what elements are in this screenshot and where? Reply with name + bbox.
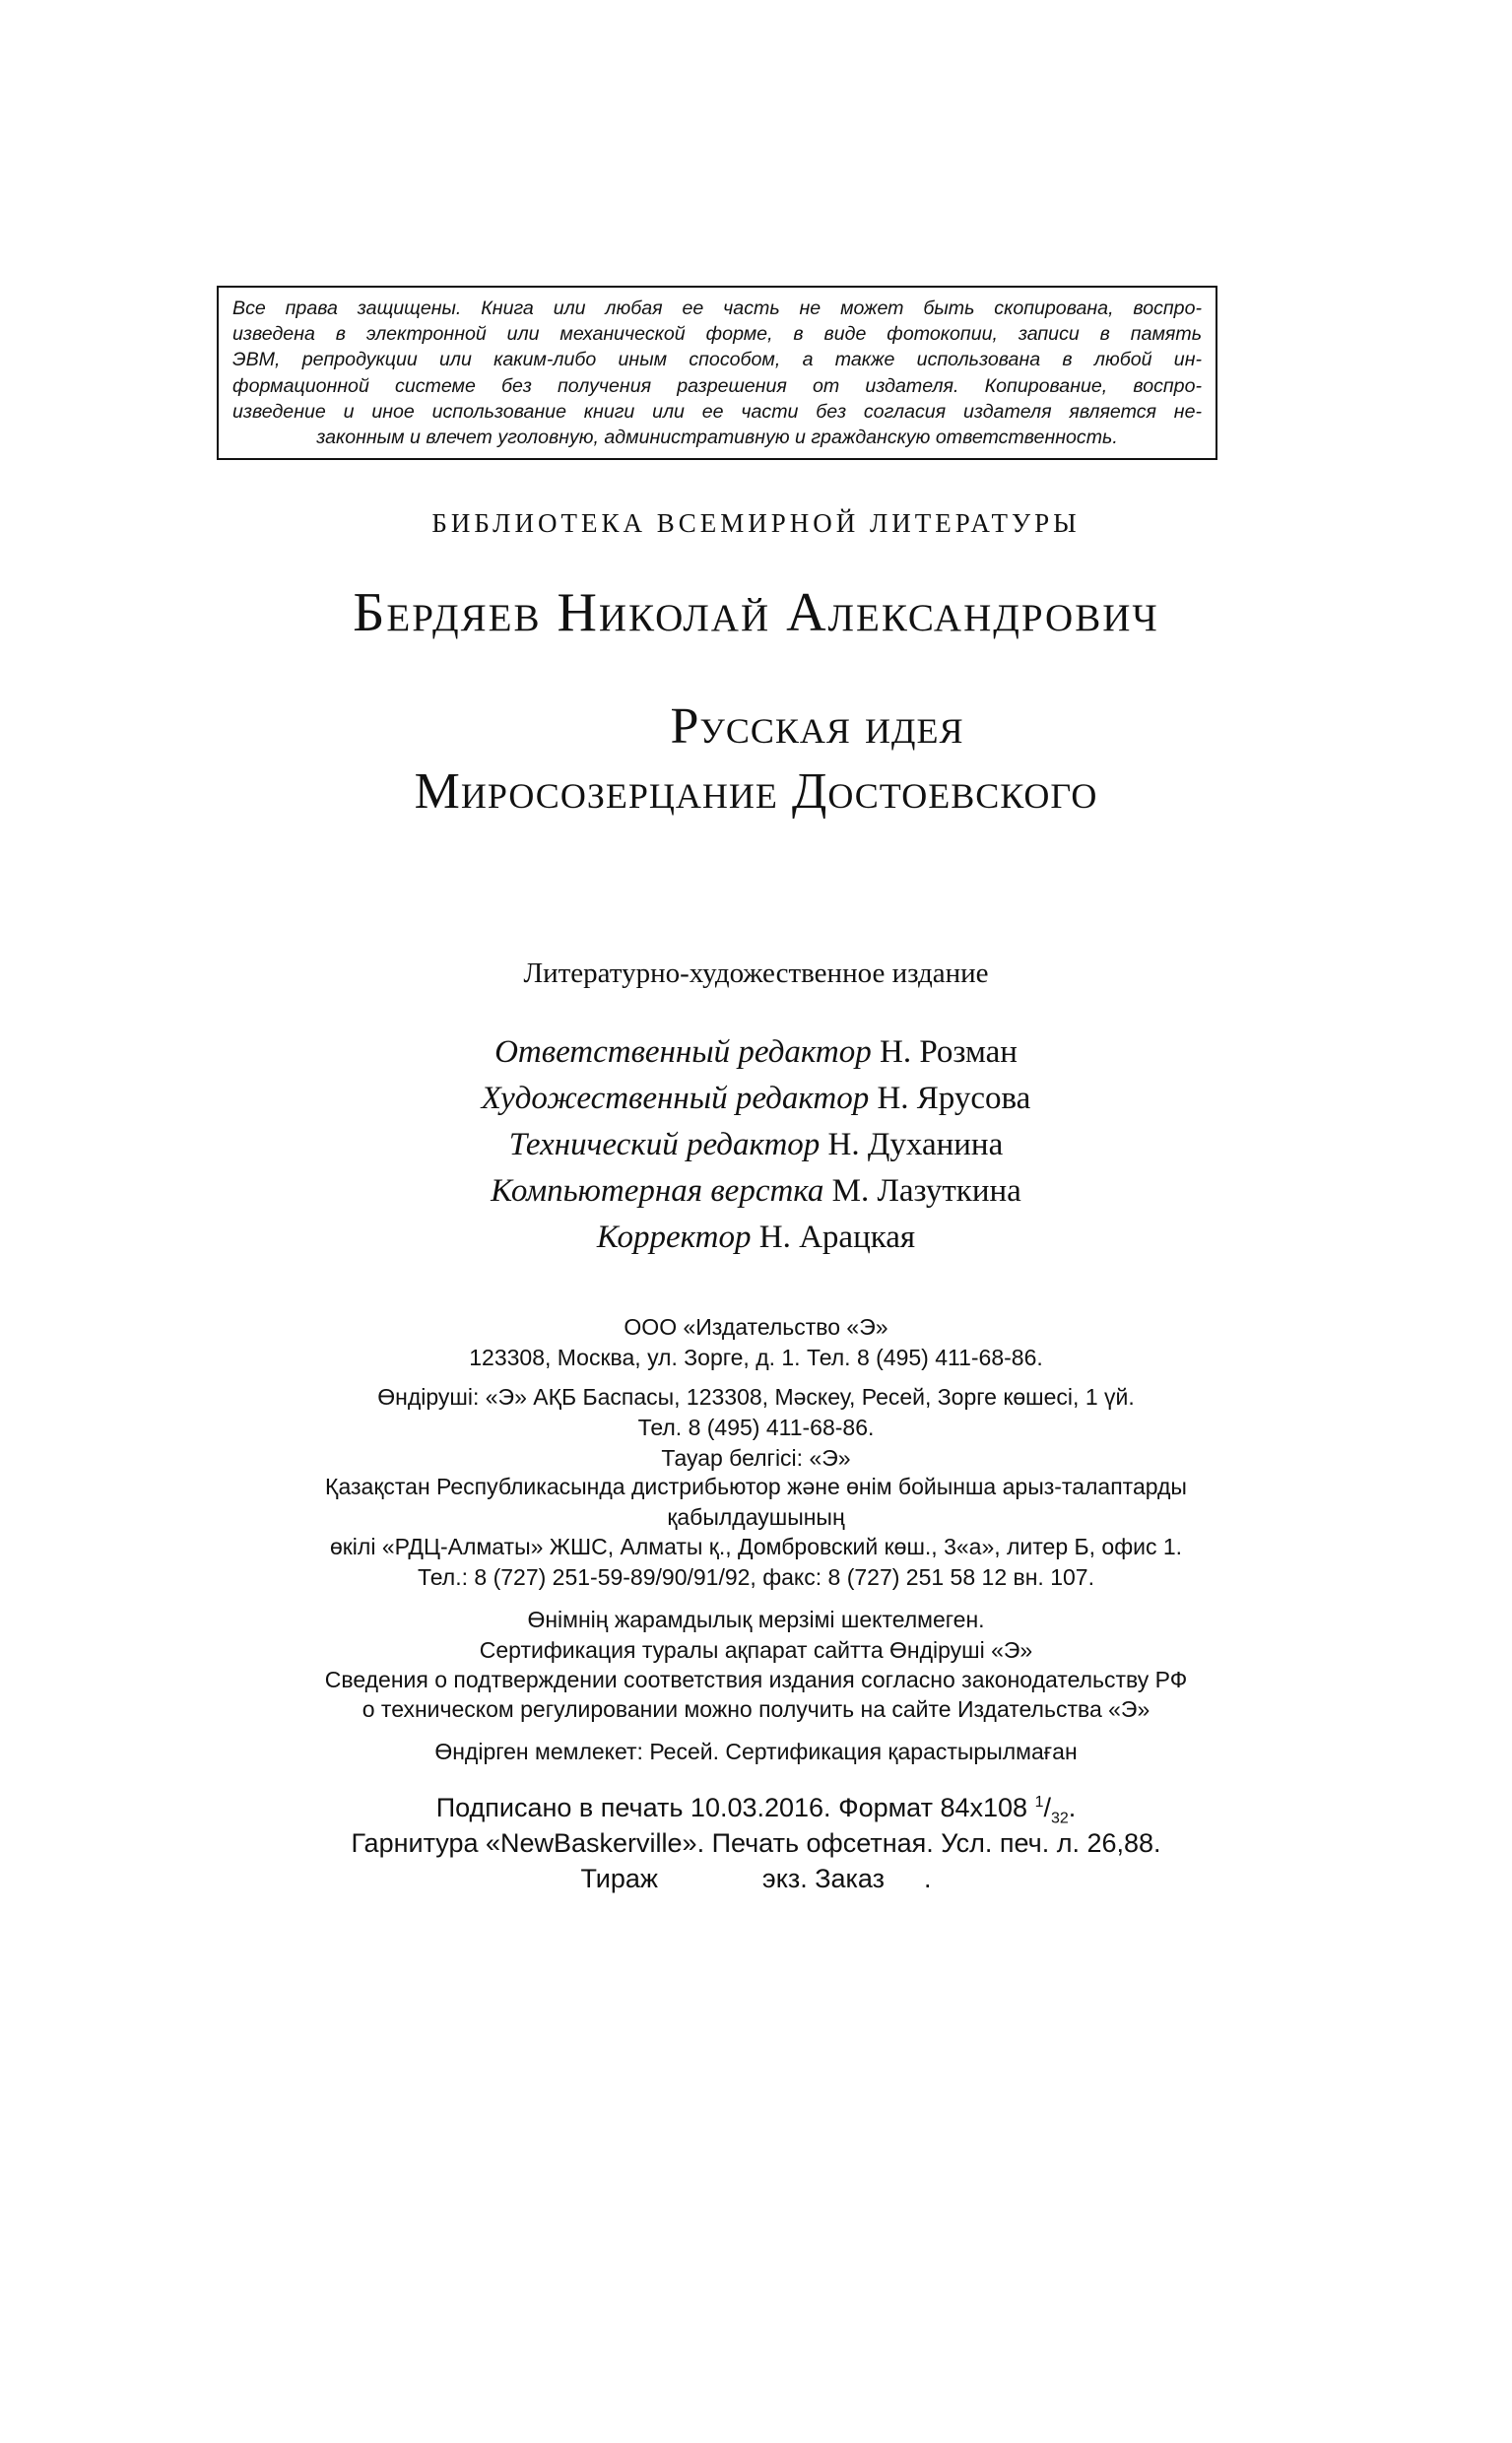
cert-kz: Сертификация туралы ақпарат сайтта Өндіруші «Э» (479, 1637, 1033, 1663)
credit-line (0, 1127, 1512, 1163)
book-title: Русская идея (670, 698, 964, 755)
run-label: Тираж (580, 1864, 658, 1893)
credit-name: Н. Духанина (827, 1127, 1004, 1162)
run-line (0, 1864, 1512, 1894)
credit-role: Компьютерная верстка (491, 1173, 824, 1209)
credit-role: Корректор (596, 1220, 752, 1255)
rights-notice-line: законным и влечет уголовную, административную и гражданскую ответственность. (316, 427, 1118, 449)
kz-distributor: Қазақстан Республикасында дистрибьютор және өнім бойынша арыз-талаптарды (325, 1474, 1187, 1499)
credit-line (0, 1220, 1512, 1256)
kz-distributor: Тел.: 8 (727) 251-59-89/90/91/92, факс: 8 (727) 251 58 12 вн. 107. (418, 1564, 1094, 1590)
rights-notice-line: Все права защищены. Книга или любая ее часть не может быть скопирована, воспро- (232, 297, 1202, 319)
rights-notice-line: изведение и иное использование книги или ее части без согласия издателя является не- (232, 400, 1202, 423)
kz-distributor: қабылдаушының (667, 1504, 845, 1530)
book-subtitle: Миросозерцание Достоевского (414, 763, 1098, 820)
rights-notice-line: ЭВМ, репродукции или каким-либо иным способом, а также использована в любой ин- (232, 349, 1202, 371)
publisher-name: ООО «Издательство «Э» (624, 1314, 888, 1340)
credit-line (0, 1034, 1512, 1071)
format-num: 1 (1034, 1794, 1044, 1811)
credit-name: Н. Ярусова (877, 1081, 1031, 1116)
format-den: 32 (1051, 1810, 1069, 1827)
validity-note: Өнімнің жарамдылық мерзімі шектелмеген. (527, 1607, 985, 1632)
credit-role: Художественный редактор (481, 1081, 870, 1116)
kz-producer: Өндіруші: «Э» АҚБ Баспасы, 123308, Мәскеу, Ресей, Зорге көшесі, 1 үй. (377, 1384, 1135, 1410)
kz-distributor: өкілі «РДЦ-Алматы» ЖШС, Алматы қ., Домбровский көш., 3«а», литер Б, офис 1. (329, 1534, 1183, 1559)
typeface-line: Гарнитура «NewBaskerville». Печать офсетная. Усл. печ. л. 26,88. (351, 1828, 1161, 1858)
credit-name: М. Лазуткина (831, 1173, 1021, 1209)
edition-type: Литературно-художественное издание (523, 957, 989, 989)
signed-format-line: Подписано в печать 10.03.2016. Формат 84х108 $^1/_{32}$. (435, 1793, 1077, 1827)
cert-ru: Сведения о подтверждении соответствия издания согласно законодательству РФ (324, 1667, 1188, 1692)
publisher-address: 123308, Москва, ул. Зорге, д. 1. Тел. 8 (495) 411-68-86. (469, 1345, 1043, 1370)
author-name: Бердяев Николай Александрович (353, 582, 1159, 643)
rights-notice-line: изведена в электронной или механической форме, в виде фотокопии, записи в память (232, 323, 1202, 346)
series-title: БИБЛИОТЕКА ВСЕМИРНОЙ ЛИТЕРАТУРЫ (431, 508, 1081, 538)
rights-notice-line: формационной системе без получения разрешения от издателя. Копирование, воспро- (232, 374, 1202, 397)
kz-trademark: Тауар белгісі: «Э» (661, 1445, 851, 1471)
copies-label: экз. Заказ (761, 1864, 886, 1893)
format-end: . (1068, 1793, 1077, 1822)
credit-role: Технический редактор (508, 1127, 821, 1162)
credit-line (0, 1173, 1512, 1210)
rights-notice-box (217, 286, 1217, 460)
credit-name: Н. Арацкая (758, 1220, 916, 1255)
country-note: Өндірген мемлекет: Ресей. Сертификация қарастырылмаған (434, 1739, 1078, 1764)
credit-role: Ответственный редактор (494, 1034, 872, 1070)
signed-text: Подписано в печать 10.03.2016. Формат 84х108 (435, 1793, 1028, 1822)
kz-phone: Тел. 8 (495) 411-68-86. (637, 1415, 875, 1440)
order-end: . (924, 1864, 932, 1893)
credit-line (0, 1081, 1512, 1117)
cert-ru: о техническом регулировании можно получить на сайте Издательства «Э» (362, 1696, 1150, 1722)
credit-name: Н. Розман (880, 1034, 1018, 1070)
